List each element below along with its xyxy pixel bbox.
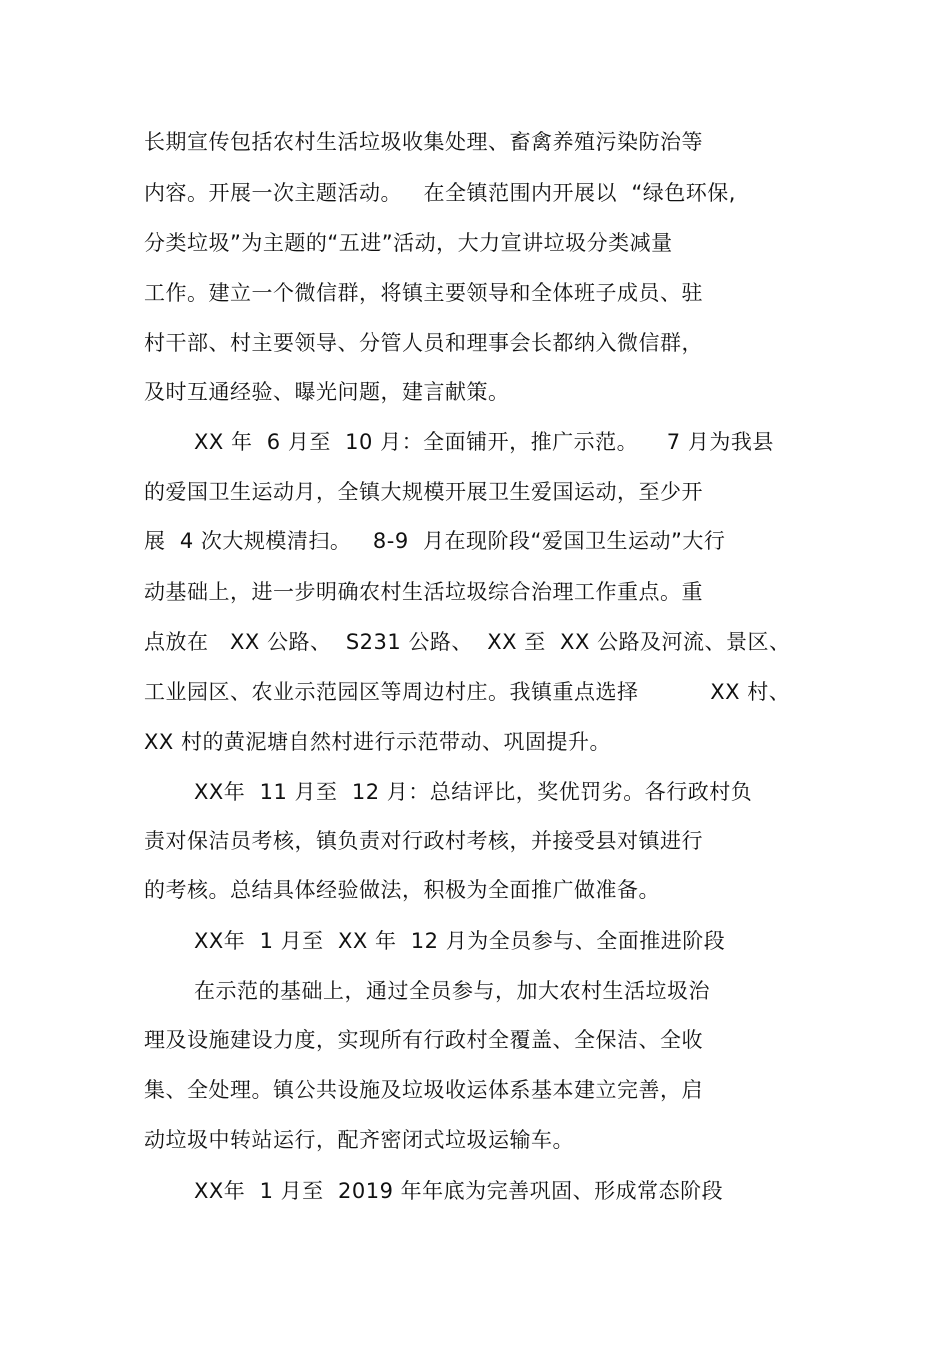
text-line: 责对保洁员考核，镇负责对行政村考核，并接受县对镇进行 (144, 829, 703, 853)
text-line: 理及设施建设力度，实现所有行政村全覆盖、全保洁、全收 (144, 1028, 703, 1052)
paragraph-start-line: XX年 11 月至 12 月：总结评比，奖优罚劣。各行政村负 (194, 780, 753, 804)
text-line: 的考核。总结具体经验做法，积极为全面推广做准备。 (144, 878, 660, 902)
text-line: 及时互通经验、曝光问题，建言献策。 (144, 380, 510, 404)
text-line: 展 4 次大规模清扫。 8-9 月在现阶段“爱国卫生运动”大行 (144, 529, 726, 553)
text-line: 集、全处理。镇公共设施及垃圾收运体系基本建立完善，启 (144, 1078, 703, 1102)
text-line: XX 村的黄泥塘自然村进行示范带动、巩固提升。 (144, 730, 611, 754)
text-line: 村干部、村主要领导、分管人员和理事会长都纳入微信群， (144, 331, 703, 355)
section-heading-line: XX年 1 月至 2019 年年底为完善巩固、形成常态阶段 (194, 1179, 724, 1203)
text-line: 工作。建立一个微信群，将镇主要领导和全体班子成员、驻 (144, 281, 703, 305)
text-line: 动基础上，进一步明确农村生活垃圾综合治理工作重点。重 (144, 580, 703, 604)
text-line: 工业园区、农业示范园区等周边村庄。我镇重点选择 XX 村、 (144, 680, 791, 704)
text-line: 的爱国卫生运动月，全镇大规模开展卫生爱国运动，至少开 (144, 480, 703, 504)
text-line: 动垃圾中转站运行，配齐密闭式垃圾运输车。 (144, 1128, 574, 1152)
text-line: 分类垃圾”为主题的“五进”活动，大力宣讲垃圾分类减量 (144, 231, 673, 255)
text-line: 点放在 XX 公路、 S231 公路、 XX 至 XX 公路及河流、景区、 (144, 630, 791, 654)
section-heading-line: XX年 1 月至 XX 年 12 月为全员参与、全面推进阶段 (194, 929, 726, 953)
paragraph-start-line: 在示范的基础上，通过全员参与，加大农村生活垃圾治 (194, 979, 710, 1003)
paragraph-start-line: XX 年 6 月至 10 月：全面铺开，推广示范。 7 月为我县 (194, 430, 774, 454)
text-line: 长期宣传包括农村生活垃圾收集处理、畜禽养殖污染防治等 (144, 130, 703, 154)
text-line: 内容。开展一次主题活动。 在全镇范围内开展以 “绿色环保, (144, 181, 736, 205)
